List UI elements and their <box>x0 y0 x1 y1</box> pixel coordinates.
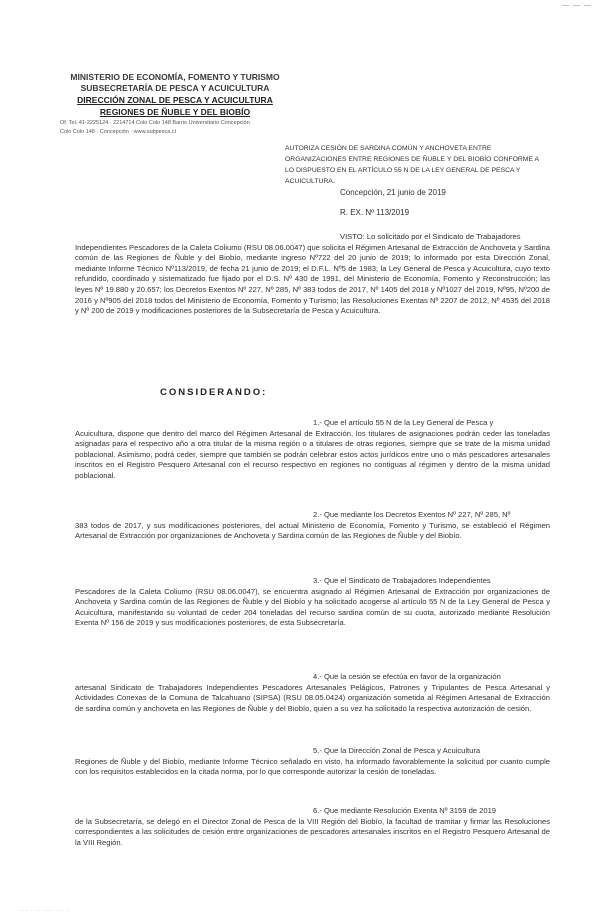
paragraph-6-text: de la Subsecretaría, se delegó en el Director Zonal de Pesca de la VIII Región del Biobío, la facultad de tramitar y firmar las Resoluciones correspondientes a las solicitudes de cesión entre organizaciones de pescadores artesanales inscritos en el Registro Pesquero Artesanal de la VIII Región. <box>75 816 550 847</box>
paragraph-2-text: 383 todos de 2017, y sus modificaciones posteriores, del actual Ministerio de Economía, Fomento y Turismo, se estableció el Régimen Artesanal de Extracción por organizaciones de Anchoveta y Sardina común de las Regiones de Ñuble y del Biobío. <box>75 520 550 541</box>
paragraph-6-lead: 6.- Que mediante Resolución Exenta Nº 3159 de 2019 <box>313 806 497 815</box>
considerando-heading: CONSIDERANDO: <box>160 387 268 398</box>
ministry-line: MINISTERIO DE ECONOMÍA, FOMENTO Y TURISMO <box>70 72 280 82</box>
address-line-2: Colo Colo 148 · Concepción · www.subpesca.cl <box>60 129 176 135</box>
paragraph-5-text: Regiones de Ñuble y del Biobío, mediante Informe Técnico señalado en visto, ha informado favorablemente la solicitud por cuanto cumple con los requisitos establecidos en la citada norma, por lo que corresponde autorizar la cesión de toneladas. <box>75 756 550 777</box>
zonal-direction-line: DIRECCIÓN ZONAL DE PESCA Y ACUICULTURA <box>77 95 273 105</box>
visto-section <box>75 232 550 317</box>
paragraph-1-lead: 1.- Que el artículo 55 N de la Ley General de Pesca y <box>313 418 494 427</box>
document-date: Concepción, 21 junio de 2019 <box>340 188 446 197</box>
footer-mark: ··· · ·· ···· ··· · <box>20 908 70 914</box>
paragraph-6 <box>75 806 550 848</box>
regions-line: REGIONES DE ÑUBLE Y DEL BIOBÍO <box>99 107 251 117</box>
paragraph-3-lead: 3.- Que el Sindicato de Trabajadores Independientes <box>313 576 491 585</box>
resolution-number: R. EX. Nº 113/2019 <box>340 208 410 217</box>
subject-block: AUTORIZA CESIÓN DE SARDINA COMÚN Y ANCHOVETA ENTRE ORGANIZACIONES ENTRE REGIONES DE ÑUBLE Y DEL BIOBÍO CONFORME A LO DISPUESTO EN EL ARTÍCULO 55 N DE LA LEY GENERAL DE PESCA Y ACUICULTURA. <box>285 145 539 185</box>
paragraph-3-text: Pescadores de la Caleta Coliumo (RSU 08.06.0047), se encuentra asignado al Régimen Artesanal de Extracción por organizaciones de Anchoveta y Sardina común de las Regiones de Ñuble y del Biobío y ha solicitado acogerse al artículo 55 N de la Ley General de Pesca y Acuicultura, manifestando su voluntad de ceder 204 toneladas del recurso sardina común de su cuota, autorizado mediante Resolución Exenta Nº 156 de 2019 y sus modificaciones posteriores, de esta Subsecretaría. <box>75 586 550 628</box>
visto-body: Independientes Pescadores de la Caleta Coliumo (RSU 08.06.0047) que solicita el Régimen Artesanal de Extracción de Anchoveta y Sardina común de las Regiones de Ñuble y del Biobío, mediante ingreso Nº722 del 20 junio de 2019; lo informado por esta Dirección Zonal, mediante Informe Técnico Nº113/2019, de fecha 21 junio de 2019; el D.F.L. Nº5 de 1983; la Ley General de Pesca y Acuicultura, cuyo texto refundido, coordinado y sistematizado fue fijado por el D.S. Nº 430 de 1991, del Ministerio de Economía, Fomento y Reconstrucción; las leyes Nº 19.880 y 20.657; los Decretos Exentos Nº 227, Nº 285, Nº 383 todos de 2017, Nº 1405 del 2018 y Nº1027 del 2019, Nº95, Nº200 de 2016 y Nº905 del 2018 todos del Ministerio de Economía, Fomento y Turismo; las Resoluciones Exentas Nº 2207 de 2012, Nº 4535 del 2018 y Nº 200 de 2019 y modificaciones posteriores de la Subsecretaría de Pesca y Acuicultura. <box>75 242 550 316</box>
paragraph-1 <box>75 418 550 482</box>
subsecretariat-line: SUBSECRETARÍA DE PESCA Y ACUICULTURA <box>80 83 270 93</box>
paragraph-4 <box>75 672 550 714</box>
paragraph-4-lead: 4.- Que la cesión se efectúa en favor de la organización <box>313 672 501 681</box>
letterhead <box>60 72 290 136</box>
paragraph-2-lead: 2.- Que mediante los Decretos Exentos Nº 227, Nº 285, Nº <box>313 510 511 519</box>
address-line-1: Of. Tel. 41-2225124 · 2214714 Colo Colo 148 Barrio Universitario Concepción <box>60 120 250 126</box>
visto-lead: VISTO: Lo solicitado por el Sindicato de Trabajadores <box>340 232 521 241</box>
paragraph-2 <box>75 510 550 542</box>
paragraph-3 <box>75 576 550 629</box>
corner-mark: — — — <box>562 2 592 9</box>
paragraph-5 <box>75 746 550 778</box>
paragraph-4-text: artesanal Sindicato de Trabajadores Independientes Pescadores Artesanales Pelágicos, Patrones y Tripulantes de Pesca Artesanal y Actividades Conexas de la Comuna de Talcahuano (SIPSA) (RSU 08.05.0424) organización sometida al Régimen Artesanal de Extracción de sardina común y anchoveta en las Regiones de Ñuble y del Biobío, quien a su vez ha solicitado la respectiva autorización de cesión. <box>75 682 550 713</box>
paragraph-1-text: Acuicultura, dispone que dentro del marco del Régimen Artesanal de Extracción, los titulares de asignaciones podrán ceder las toneladas asignadas para el respectivo año a otra titular de la misma región o a titulares de otras regiones, siempre que se trate de la misma unidad poblacional. Asimismo, podrá ceder, siempre que también se podrán celebrar estos actos jurídicos entre uno o más pescadores artesanales inscritos en el Registro Pesquero Artesanal con el recurso respectivo en regiones no contiguas al régimen y dentro de la misma unidad poblacional. <box>75 428 550 480</box>
paragraph-5-lead: 5.- Que la Dirección Zonal de Pesca y Acuicultura <box>313 746 481 755</box>
